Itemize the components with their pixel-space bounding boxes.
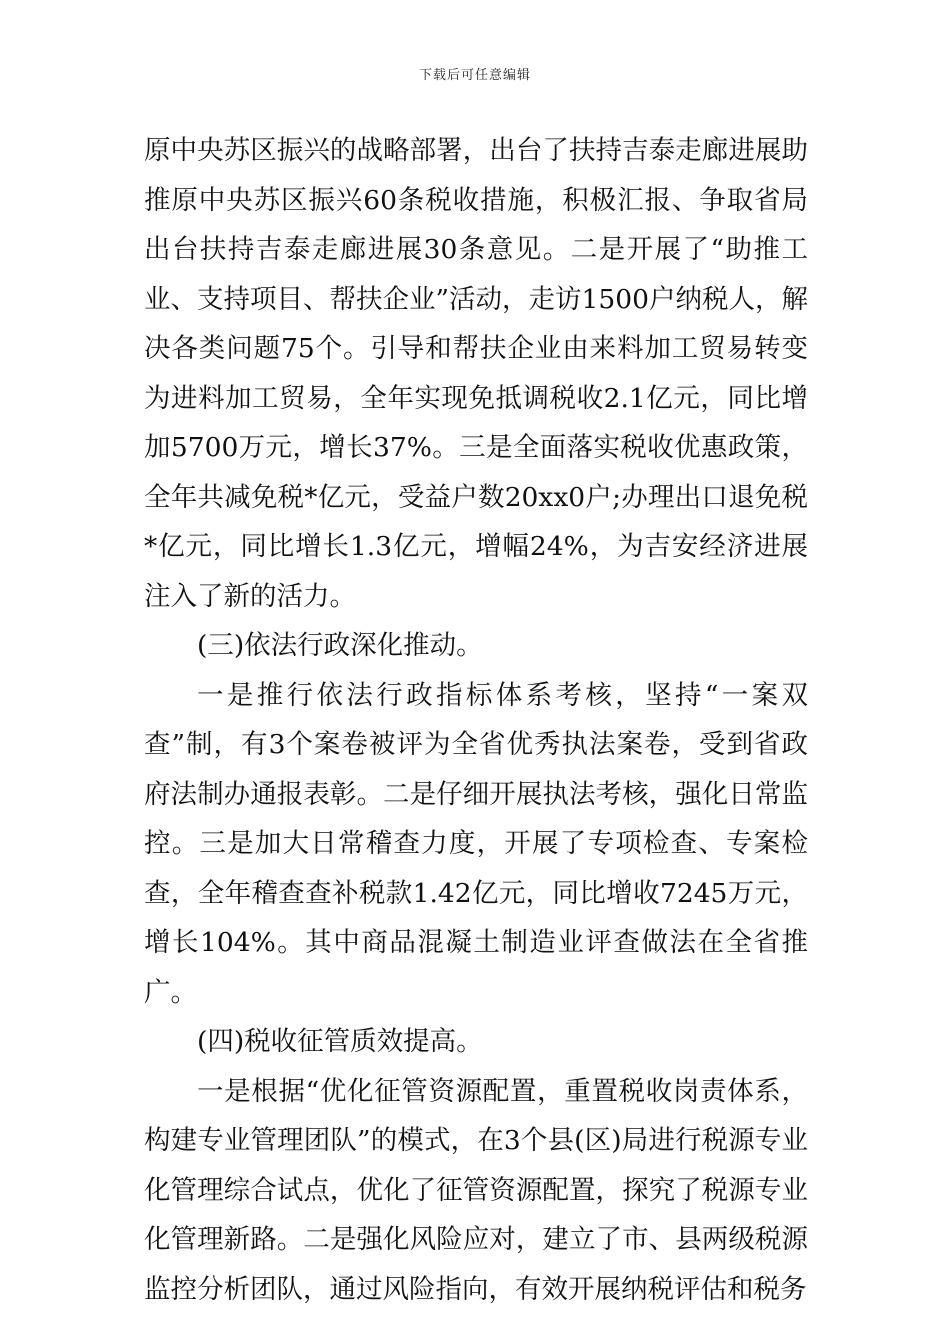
paragraph-law-administration: 一是推行依法行政指标体系考核，坚持“一案双查”制，有3个案卷被评为全省优秀执法案卷，受到省政府法制办通报表彰。二是仔细开展执法考核，强化日常监控。三是加大日常稽查力度，开展了专项检查、专案检查，全年稽查查补税款1.42亿元，同比增收7245万元，增长104%。其中商品混凝土制造业评查做法在全省推广。 bbox=[144, 679, 808, 1008]
header-note: 下载后可任意编辑 bbox=[418, 68, 531, 83]
section-heading-3: (三)依法行政深化推动。 bbox=[197, 630, 483, 661]
paragraph-tax-collection: 一是根据“优化征管资源配置，重置税收岗责体系，构建专业管理团队”的模式，在3个县(区)局进行税源专业化管理综合试点，优化了征管资源配置，探究了税源专业化管理新路。二是强化风险应对，建立了市、县两级税源监控分析团队，通过风险指向，有效开展纳税评估和税务 bbox=[144, 1075, 808, 1305]
paragraph-tax-support: 原中央苏区振兴的战略部署，出台了扶持吉泰走廊进展助推原中央苏区振兴60条税收措施，积极汇报、争取省局出台扶持吉泰走廊进展30条意见。二是开展了“助推工业、支持项目、帮扶企业”活动，走访1500户纳税人，解决各类问题75个。引导和帮扶企业由来料加工贸易转变为进料加工贸易，全年实现免抵调税收2.1亿元，同比增加5700万元，增长37%。三是全面落实税收优惠政策，全年共减免税*亿元，受益户数20xx0户;办理出口退免税*亿元，同比增长1.3亿元，增幅24%，为吉安经济进展注入了新的活力。 bbox=[144, 135, 808, 612]
section-heading-4: (四)税收征管质效提高。 bbox=[197, 1026, 483, 1057]
body-text bbox=[144, 126, 808, 1314]
